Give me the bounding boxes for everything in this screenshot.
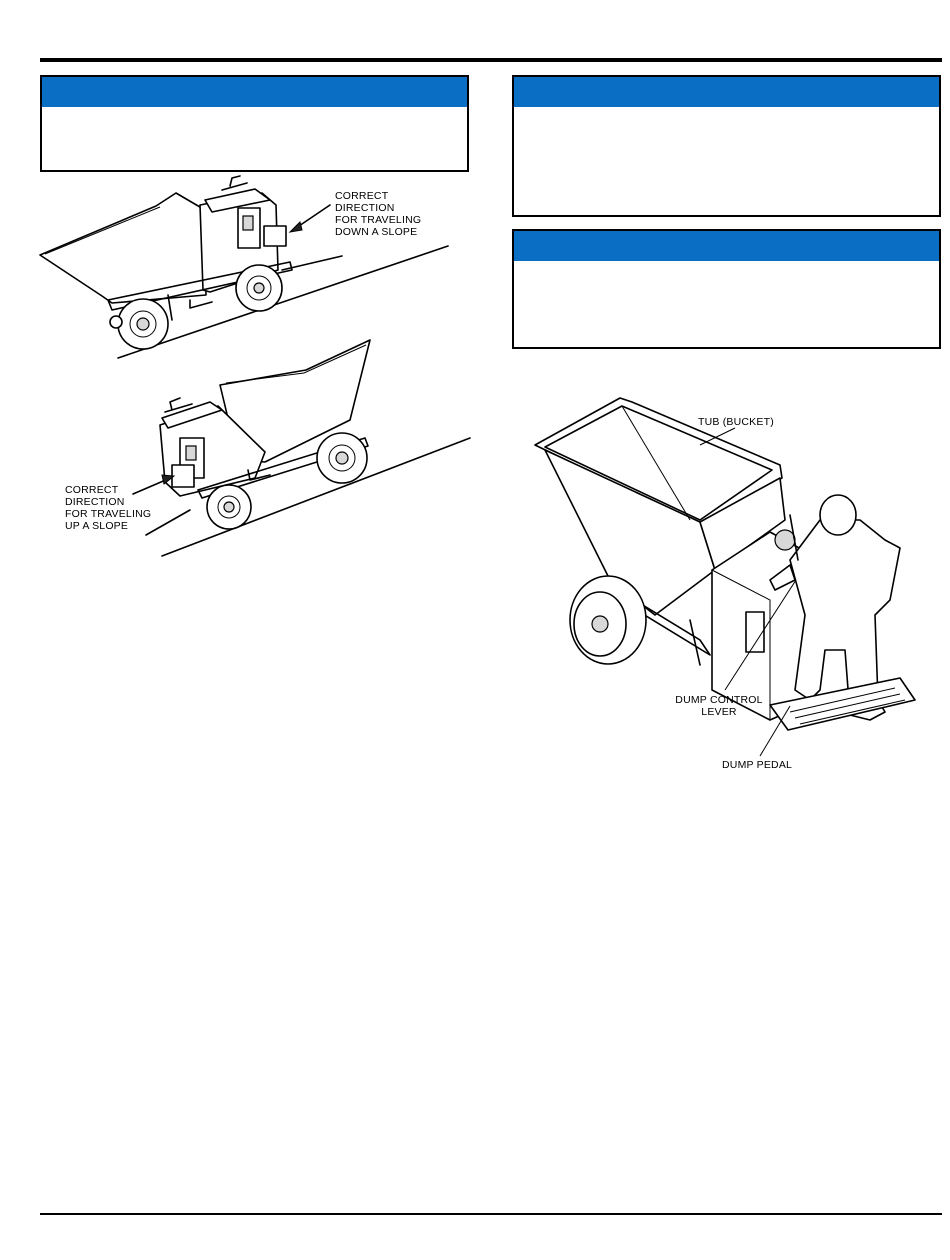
label-line: DOWN A SLOPE	[335, 226, 418, 238]
dump-control-lever-label	[672, 694, 766, 718]
label-line: CORRECT	[65, 484, 119, 496]
label-line: FOR TRAVELING	[65, 508, 152, 520]
label-line: CORRECT	[335, 190, 389, 202]
label-line: DUMP CONTROL	[675, 694, 763, 706]
dump-pedal-label: DUMP PEDAL	[722, 759, 793, 771]
label-line: UP A SLOPE	[65, 520, 129, 532]
label-line: FOR TRAVELING	[335, 214, 422, 226]
tub-label: TUB (BUCKET)	[698, 416, 774, 428]
footer-rule	[40, 1213, 942, 1215]
label-line: LEVER	[701, 706, 737, 718]
label-line: DIRECTION	[65, 496, 125, 508]
label-line: DIRECTION	[335, 202, 395, 214]
